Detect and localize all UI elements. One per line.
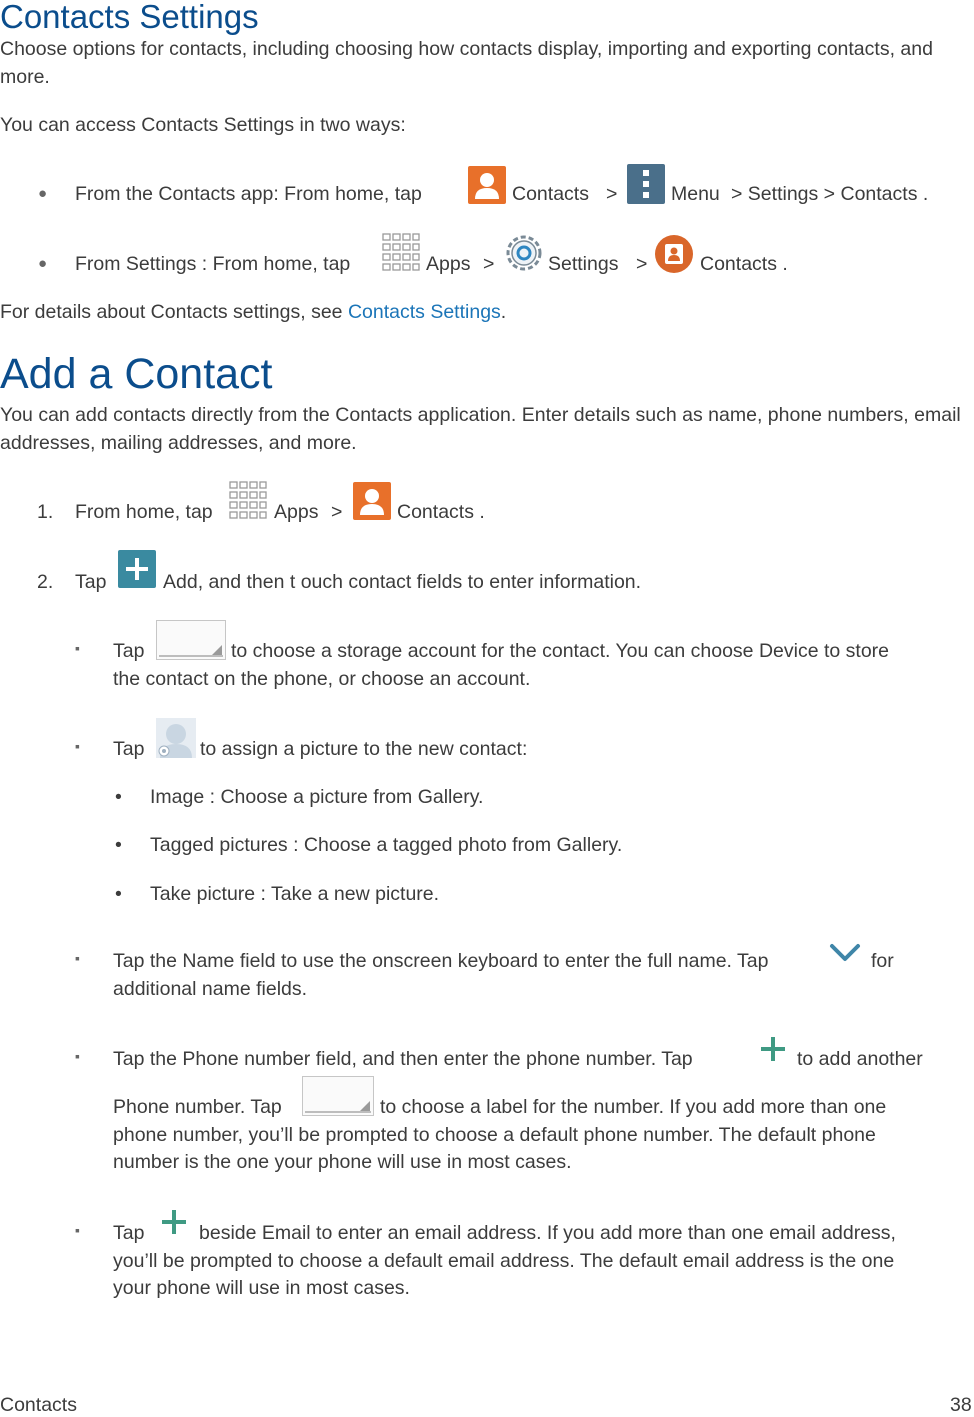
footer-section-name: Contacts — [0, 1394, 77, 1416]
section-title-add-contact: Add a Contact — [0, 350, 273, 398]
plus-icon — [160, 1208, 188, 1236]
bullet: ▪ — [75, 738, 80, 754]
sub-email-field: ▪ Tap beside Email to enter an email address. If you add more than one email address, you’ll be prompted to choose a default email address. The default email address is the one your phone will use in most cases. — [0, 1204, 974, 1304]
details-line: For details about Contacts settings, see Contacts Settings. — [0, 301, 507, 323]
add-contact-intro: You can add contacts directly from the Contacts application. Enter details such as name, phone numbers, email addresses, mailing addresses, and more. — [0, 404, 961, 454]
contact-photo-icon — [156, 718, 196, 758]
label-dropdown-icon — [302, 1076, 374, 1116]
bullet: ▪ — [75, 950, 80, 966]
apps-grid-icon — [229, 480, 267, 520]
plus-icon — [759, 1035, 787, 1063]
sub-storage-account: ▪ Tap to choose a storage account for the contact. You can choose Device to store the contact on the phone, or choose an account. — [0, 618, 974, 698]
bullet: ● — [38, 255, 48, 272]
bullet: • — [115, 834, 122, 856]
add-plus-icon — [118, 550, 156, 588]
settings-gear-icon — [505, 234, 543, 272]
bullet: ▪ — [75, 1222, 80, 1238]
contacts-app-icon — [468, 166, 506, 204]
contacts-app-icon — [353, 482, 391, 520]
bullet: ▪ — [75, 1048, 80, 1064]
contacts-settings-link[interactable]: Contacts Settings — [347, 301, 501, 323]
access-ways-text: You can access Contacts Settings in two ways: — [0, 114, 406, 136]
storage-dropdown-icon — [156, 620, 226, 660]
menu-icon — [627, 164, 665, 204]
section-title-contacts-settings: Contacts Settings — [0, 0, 259, 35]
bullet: • — [115, 883, 122, 905]
bullet: ▪ — [75, 640, 80, 656]
page-number: 38 — [950, 1394, 972, 1416]
sub-phone-field: ▪ Tap the Phone number field, and then enter the phone number. Tap to add another Phone number. Tap to choose a label for the number. If you add more than one phone number, you’ll be prompted to choose a default phone number. The default phone number is the one your phone will use in most cases. — [0, 1030, 974, 1180]
contacts-round-icon — [654, 234, 694, 274]
chevron-down-icon — [829, 942, 861, 964]
bullet: • — [115, 786, 122, 808]
sub-name-field: ▪ Tap the Name field to use the onscreen keyboard to enter the full name. Tap for additional name fields. — [0, 932, 974, 1008]
contacts-settings-intro: Choose options for contacts, including choosing how contacts display, importing and exporting contacts, and more. — [0, 38, 933, 88]
bullet: ● — [38, 185, 48, 202]
apps-grid-icon — [382, 232, 420, 272]
